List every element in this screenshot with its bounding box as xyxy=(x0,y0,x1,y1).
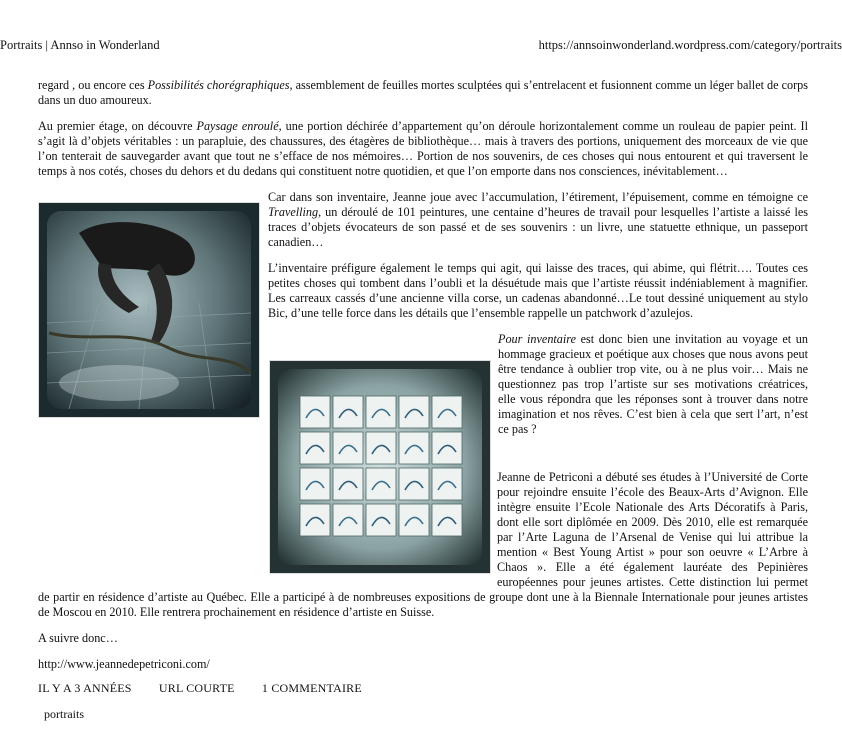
post-meta xyxy=(38,681,386,696)
bio-block xyxy=(38,470,808,672)
article-body xyxy=(38,78,808,448)
paragraph xyxy=(38,657,808,672)
paragraph: Car dans son inventaire, Jeanne joue avec l’accumulation, l’étirement, l’épuisement, comme en témoigne ce Travelling, un déroulé de 101 peintures, une centaine d’heures de travail pour lesquelles l’artiste a laissé les traces d’objets évocateurs de son passé et de ses souvenirs : un livre, une statuette ethnique, un passeport canadien… xyxy=(268,190,808,249)
paragraph-group xyxy=(268,190,808,321)
paragraph-group xyxy=(498,332,808,437)
page-url: https://annsoinwonderland.wordpress.com/category/portraits xyxy=(538,38,842,52)
paragraph: A suivre donc… xyxy=(38,631,118,645)
page-title: Portraits | Annso in Wonderland xyxy=(0,38,160,52)
paragraph: Au premier étage, on découvre Paysage enroulé, une portion déchirée d’appartement qu’on déroule horizontalement comme un rouleau de papier peint. Il s’agit là d’objets véritables : un parapluie, des chaussures, des étagères de bibliothèque… mais à travers des portions, uniquement des morceaux de vie que l’on tenterait de sauvegarder avant que tout ne s’efface de nos mémoires… Portion de nos souvenirs, de ces choses qui nous entourent et qui traversent le temps à nos cotés, choses du dehors et du dedans qui constituent notre quotidien, et que l’on emporte dans nos consciences, inévitablement… xyxy=(38,119,808,178)
comments-link[interactable]: 1 COMMENTAIRE xyxy=(261,681,362,695)
artist-website-link[interactable]: http://www.jeannedepetriconi.com/ xyxy=(38,657,210,671)
post-date-link[interactable]: IL Y A 3 ANNÉES xyxy=(38,681,132,695)
paragraph: Pour inventaire est donc bien une invitation au voyage et un hommage gracieux et poétique aux choses que nous avons peut être tendance à oublier trop vite, ou à ne plus voir… Mais ne questionnez pas trop l’artiste sur ses motivations créatrices, elle vous répondra que les réponses sont à trouver dans notre imagination et nos rêves. C’est bien à cela que sert l’art, n’est ce pas ? xyxy=(498,332,808,436)
paragraph: regard , ou encore ces Possibilités chorégraphiques, assemblement de feuilles mortes sculptées qui s’entrelacent et fusionnent comme un léger ballet de corps dans un duo amoureux. xyxy=(38,78,808,107)
paragraph: Jeanne de Petriconi a débuté ses études à l’Université de Corte pour rejoindre ensuite l’école des Beaux-Arts d’Avignon. Elle intègre ensuite l’Ecole Nationale des Arts Décoratifs à Paris, dont elle sort diplômée en 2009. Dès 2010, elle est remarquée par l’Arte Laguna de l’Arsenal de Venise qui lui attribue la mention « Best Young Artist » pour son oeuvre « L’Arbre à Chaos ». Elle a été également lauréate des Pepinières européennes pour jeunes artistes. Cette distinction lui permet de partir en résidence d’artiste au Québec. Elle a participé à de nombreuses expositions de groupe dont une à la Biennale Internationale pour jeunes artistes de Moscou en 2010. Elle rentrera prochainement en résidence d’artiste en Suisse. xyxy=(38,470,808,619)
paragraph: L’inventaire préfigure également le temps qui agit, qui laisse des traces, qui abime, qui flétrit…. Toutes ces petites choses qui tombent dans l’oubli et la désuétude mais que l’artiste réussit indéniablement à magnifier. Les carreaux cassés d’une ancienne villa corse, un cadenas abandonné…Le tout dessiné uniquement au stylo Bic, d’une telle force dans les détails que l’ensemble rappelle un patchwork d’azulejos. xyxy=(268,261,808,320)
category-link[interactable]: portraits xyxy=(44,707,84,721)
shortlink-link[interactable]: URL COURTE xyxy=(158,681,235,695)
